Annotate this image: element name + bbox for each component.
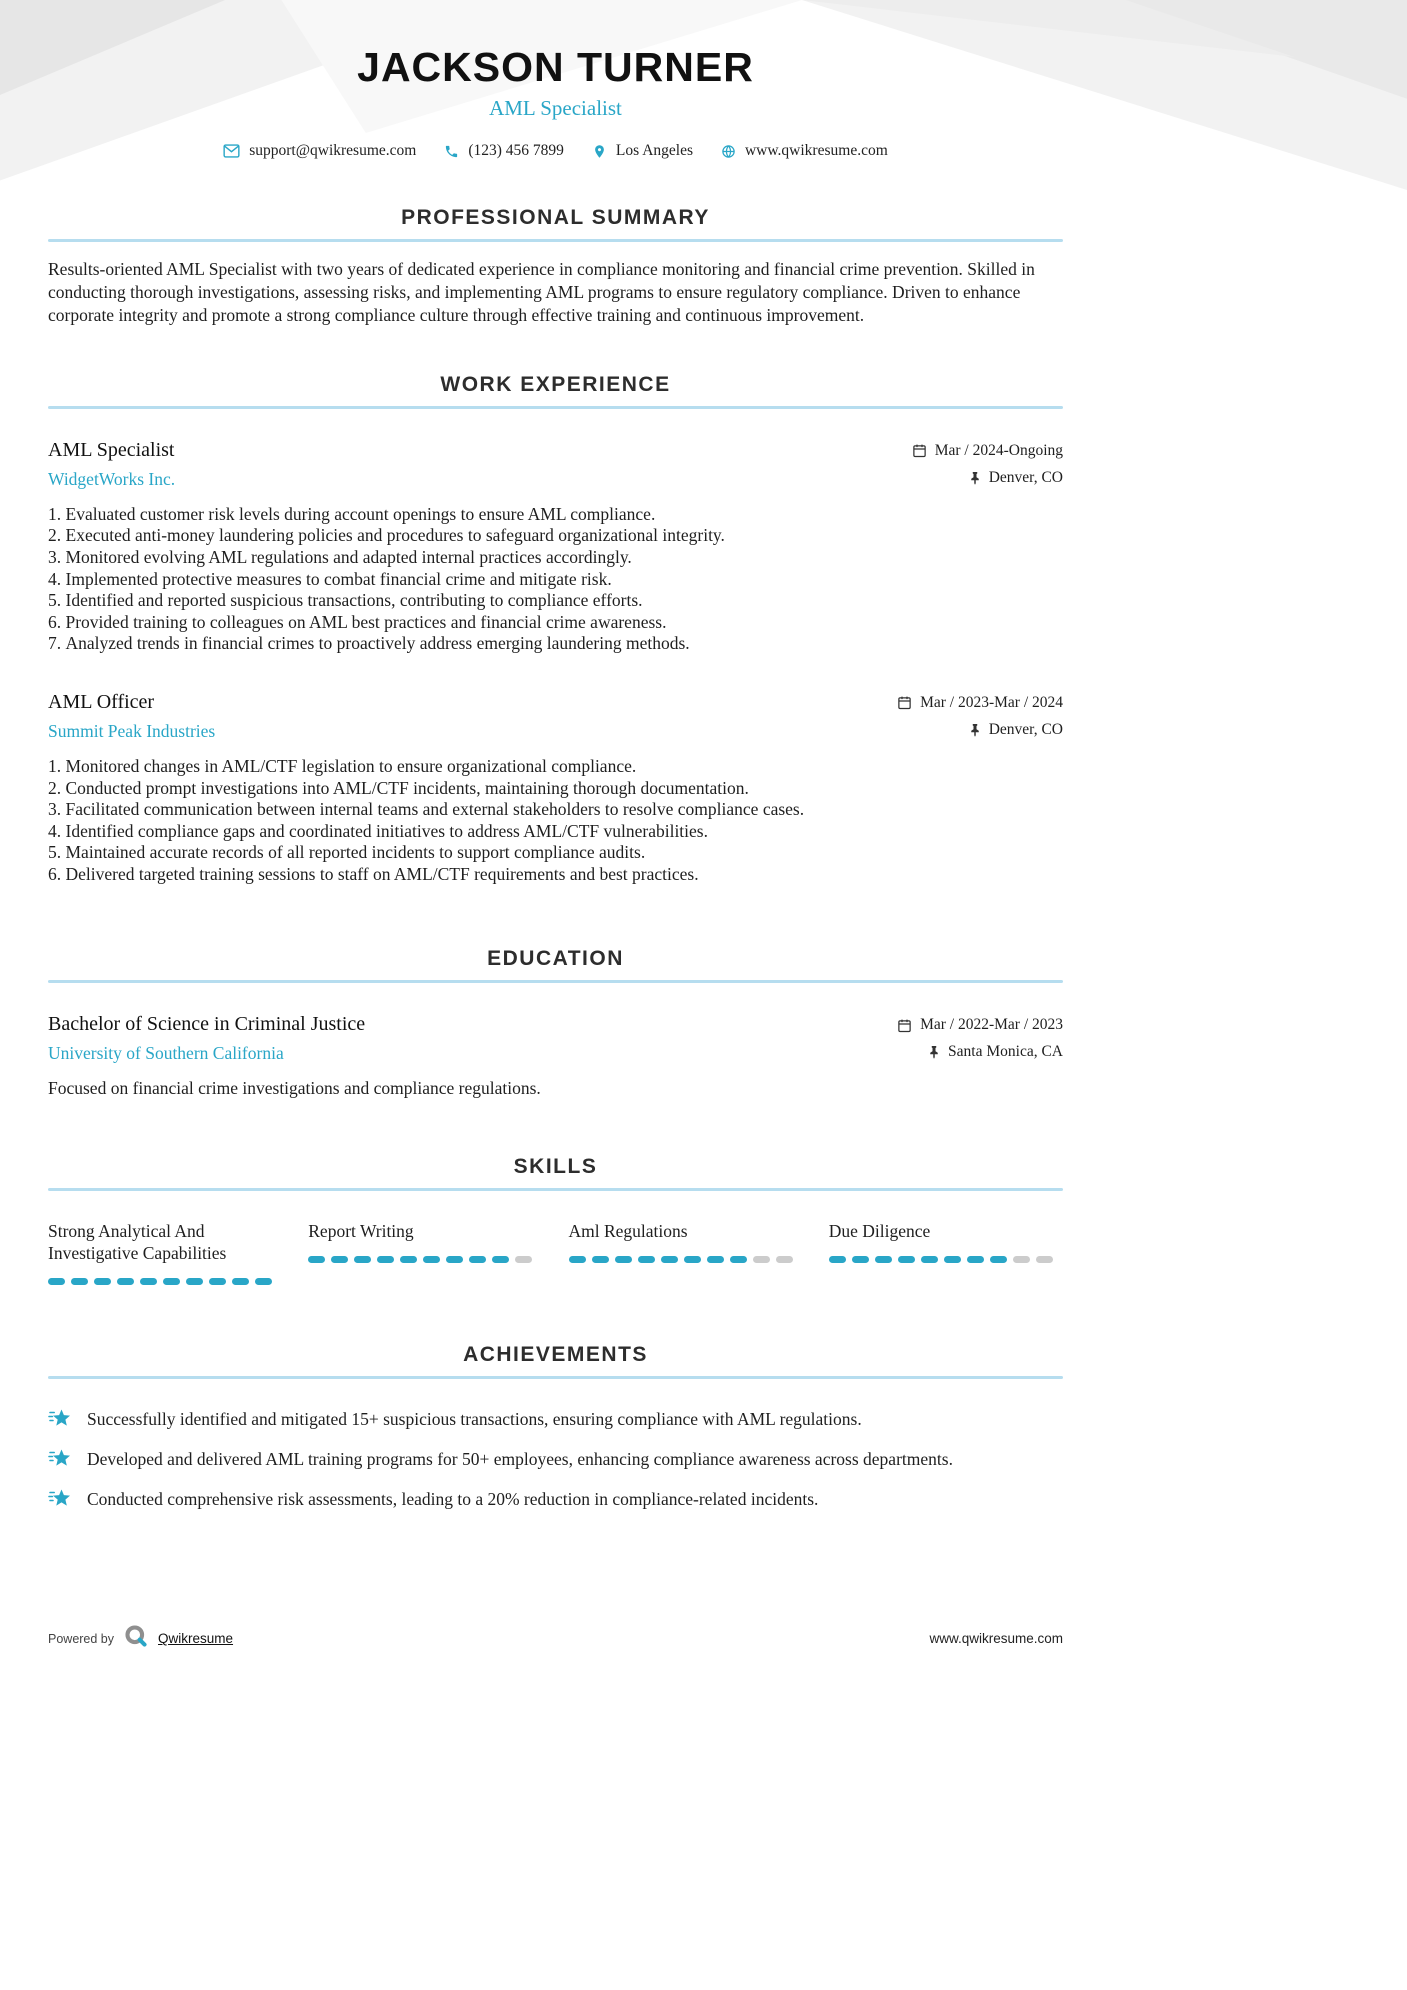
- skill-dash: [186, 1278, 203, 1285]
- star-burst-icon: [48, 1487, 72, 1511]
- job-bullet: 5. Identified and reported suspicious transactions, contributing to compliance efforts.: [48, 590, 1063, 612]
- job-header: [48, 439, 1063, 490]
- skill-dash: [232, 1278, 249, 1285]
- job-bullet-list: [48, 756, 1063, 886]
- job-company: Summit Peak Industries: [48, 720, 216, 741]
- job-meta: [912, 439, 1063, 487]
- job-dates: [912, 442, 1063, 460]
- achievement-item: [48, 1447, 1063, 1471]
- skill-dash: [944, 1256, 961, 1263]
- education-dates: [897, 1016, 1063, 1034]
- education-location-text: Santa Monica, CA: [948, 1043, 1063, 1061]
- skill-name: Report Writing: [308, 1221, 414, 1242]
- skill-dash: [94, 1278, 111, 1285]
- footer-website: www.qwikresume.com: [929, 1631, 1063, 1647]
- qwikresume-logo: [123, 1623, 149, 1654]
- job-bullet: 2. Conducted prompt investigations into AML/CTF incidents, maintaining thorough documentation.: [48, 778, 1063, 800]
- star-burst-icon: [48, 1447, 72, 1471]
- section-heading-summary: PROFESSIONAL SUMMARY: [401, 206, 710, 229]
- job-dates: [897, 694, 1063, 712]
- section-education: [48, 947, 1063, 1099]
- powered-by-label: Powered by: [48, 1631, 115, 1646]
- footer-branding: [48, 1623, 233, 1654]
- envelope-icon: [223, 144, 240, 158]
- skill-dash: [967, 1256, 984, 1263]
- job-location-text: Denver, CO: [988, 720, 1063, 738]
- contact-phone-text: (123) 456 7899: [468, 142, 564, 159]
- skill-item: [569, 1221, 803, 1285]
- section-heading-experience: WORK EXPERIENCE: [440, 372, 671, 396]
- contact-website-text: www.qwikresume.com: [744, 142, 888, 159]
- achievement-text: Developed and delivered AML training programs for 50+ employees, enhancing compliance awareness across departments.: [87, 1448, 953, 1469]
- skill-dash: [990, 1256, 1007, 1263]
- skill-dash: [875, 1256, 892, 1263]
- skill-level-bar: [569, 1256, 803, 1263]
- skill-dash: [707, 1256, 724, 1263]
- skill-name: Strong Analytical And Investigative Capabilities: [48, 1221, 227, 1264]
- skill-dash: [1036, 1256, 1053, 1263]
- job-header: [48, 691, 1063, 742]
- job-title: AML Officer: [48, 690, 155, 713]
- pushpin-icon: [928, 1045, 940, 1059]
- skill-dash: [48, 1278, 65, 1285]
- skill-item: [48, 1221, 282, 1285]
- job-bullet: 3. Facilitated communication between internal teams and external stakeholders to resolve compliance cases.: [48, 799, 1063, 821]
- skill-dash: [400, 1256, 417, 1263]
- job-location: [969, 469, 1063, 487]
- contact-location-text: Los Angeles: [615, 142, 693, 159]
- skill-dash: [592, 1256, 609, 1263]
- job-entry: [48, 439, 1063, 655]
- skill-dash: [829, 1256, 846, 1263]
- achievement-list: [48, 1407, 1063, 1511]
- job-bullet: 7. Analyzed trends in financial crimes to proactively address emerging laundering methods.: [48, 633, 1063, 655]
- school-name: University of Southern California: [48, 1043, 284, 1064]
- resume-header: [48, 44, 1063, 160]
- education-dates-text: Mar / 2022-Mar / 2023: [920, 1016, 1063, 1034]
- section-heading-skills: SKILLS: [513, 1155, 598, 1179]
- skill-dash: [255, 1278, 272, 1285]
- section-skills: [48, 1155, 1063, 1285]
- skill-dash: [684, 1256, 701, 1263]
- degree-title: Bachelor of Science in Criminal Justice: [48, 1013, 366, 1036]
- contact-row: [48, 142, 1063, 160]
- skill-dash: [1013, 1256, 1030, 1263]
- skill-dash: [469, 1256, 486, 1263]
- skill-dash: [140, 1278, 157, 1285]
- skill-dash: [615, 1256, 632, 1263]
- resume-page: [48, 0, 1063, 1654]
- skill-dash: [569, 1256, 586, 1263]
- education-description: Focused on financial crime investigations and compliance regulations.: [48, 1078, 541, 1099]
- calendar-icon: [897, 1018, 912, 1033]
- job-dates-text: Mar / 2024-Ongoing: [934, 441, 1063, 459]
- skill-dash: [331, 1256, 348, 1263]
- job-bullet: 1. Monitored changes in AML/CTF legislation to ensure organizational compliance.: [48, 756, 1063, 778]
- achievement-text: Conducted comprehensive risk assessments, leading to a 20% reduction in compliance-related incidents.: [87, 1488, 819, 1509]
- skill-dash: [921, 1256, 938, 1263]
- skill-level-bar: [48, 1278, 282, 1285]
- section-heading-achievements: ACHIEVEMENTS: [463, 1343, 648, 1367]
- job-company: WidgetWorks Inc.: [48, 468, 176, 489]
- footer: [48, 1623, 1063, 1654]
- achievement-item: [48, 1407, 1063, 1431]
- skill-dash: [354, 1256, 371, 1263]
- section-divider: [48, 406, 1063, 409]
- job-entry: [48, 691, 1063, 886]
- skill-dash: [423, 1256, 440, 1263]
- skill-level-bar: [829, 1256, 1063, 1263]
- education-header: [48, 1013, 1063, 1064]
- skill-dash: [898, 1256, 915, 1263]
- job-dates-text: Mar / 2023-Mar / 2024: [920, 693, 1063, 711]
- job-bullet: 3. Monitored evolving AML regulations and adapted internal practices accordingly.: [48, 547, 1063, 569]
- job-title: AML Specialist: [48, 438, 175, 461]
- skill-dash: [661, 1256, 678, 1263]
- section-summary: [48, 206, 1063, 327]
- job-bullet: 6. Delivered targeted training sessions to staff on AML/CTF requirements and best practices.: [48, 864, 1063, 886]
- section-divider: [48, 1376, 1063, 1379]
- education-meta: [897, 1013, 1063, 1061]
- section-achievements: [48, 1343, 1063, 1511]
- section-divider: [48, 1188, 1063, 1191]
- achievement-item: [48, 1487, 1063, 1511]
- contact-location: [592, 142, 693, 160]
- achievement-text: Successfully identified and mitigated 15+ suspicious transactions, ensuring compliance with AML regulations.: [87, 1408, 862, 1429]
- skill-dash: [638, 1256, 655, 1263]
- contact-website[interactable]: [721, 142, 888, 160]
- calendar-icon: [897, 695, 912, 710]
- skill-dash: [117, 1278, 134, 1285]
- skill-dash: [446, 1256, 463, 1263]
- candidate-title: AML Specialist: [489, 96, 622, 120]
- phone-icon: [444, 144, 459, 159]
- job-meta: [897, 691, 1063, 739]
- skill-dash: [71, 1278, 88, 1285]
- skill-dash: [209, 1278, 226, 1285]
- contact-email[interactable]: [223, 142, 416, 160]
- calendar-icon: [912, 443, 927, 458]
- skill-dash: [753, 1256, 770, 1263]
- skill-dash: [492, 1256, 509, 1263]
- skill-dash: [852, 1256, 869, 1263]
- qwikresume-link[interactable]: Qwikresume: [158, 1631, 234, 1647]
- skill-dash: [776, 1256, 793, 1263]
- globe-icon: [721, 144, 736, 159]
- star-burst-icon: [48, 1407, 72, 1431]
- skill-dash: [308, 1256, 325, 1263]
- pushpin-icon: [969, 723, 981, 737]
- skill-level-bar: [308, 1256, 542, 1263]
- section-experience: [48, 373, 1063, 886]
- map-pin-icon: [592, 144, 607, 159]
- job-bullet: 1. Evaluated customer risk levels during account openings to ensure AML compliance.: [48, 504, 1063, 526]
- job-bullet: 6. Provided training to colleagues on AML best practices and financial crime awareness.: [48, 612, 1063, 634]
- education-location: [928, 1043, 1063, 1061]
- job-location: [969, 721, 1063, 739]
- skill-item: [829, 1221, 1063, 1285]
- summary-text: Results-oriented AML Specialist with two years of dedicated experience in compliance monitoring and financial crime prevention. Skilled in conducting thorough investigations, assessing risks, and implementing AML programs to ensure regulatory compliance. Driven to enhance corporate integrity and promote a strong compliance culture through effective training and continuous improvement.: [48, 259, 1035, 325]
- skill-dash: [515, 1256, 532, 1263]
- section-divider: [48, 980, 1063, 983]
- job-bullet: 5. Maintained accurate records of all reported incidents to support compliance audits.: [48, 842, 1063, 864]
- candidate-name: JACKSON TURNER: [357, 44, 754, 90]
- pushpin-icon: [969, 471, 981, 485]
- education-entry: [48, 1013, 1063, 1099]
- section-divider: [48, 239, 1063, 242]
- skill-dash: [163, 1278, 180, 1285]
- job-location-text: Denver, CO: [988, 468, 1063, 486]
- section-heading-education: EDUCATION: [487, 947, 624, 971]
- job-bullet: 4. Identified compliance gaps and coordinated initiatives to address AML/CTF vulnerabilities.: [48, 821, 1063, 843]
- skill-dash: [377, 1256, 394, 1263]
- skill-item: [308, 1221, 542, 1285]
- job-bullet-list: [48, 504, 1063, 655]
- contact-email-text: support@qwikresume.com: [249, 142, 417, 159]
- contact-phone: [444, 142, 564, 160]
- skill-dash: [730, 1256, 747, 1263]
- job-bullet: 2. Executed anti-money laundering policies and procedures to safeguard organizational integrity.: [48, 525, 1063, 547]
- skills-grid: [48, 1221, 1063, 1285]
- skill-name: Due Diligence: [828, 1221, 931, 1242]
- skill-name: Aml Regulations: [568, 1221, 688, 1242]
- job-bullet: 4. Implemented protective measures to combat financial crime and mitigate risk.: [48, 569, 1063, 591]
